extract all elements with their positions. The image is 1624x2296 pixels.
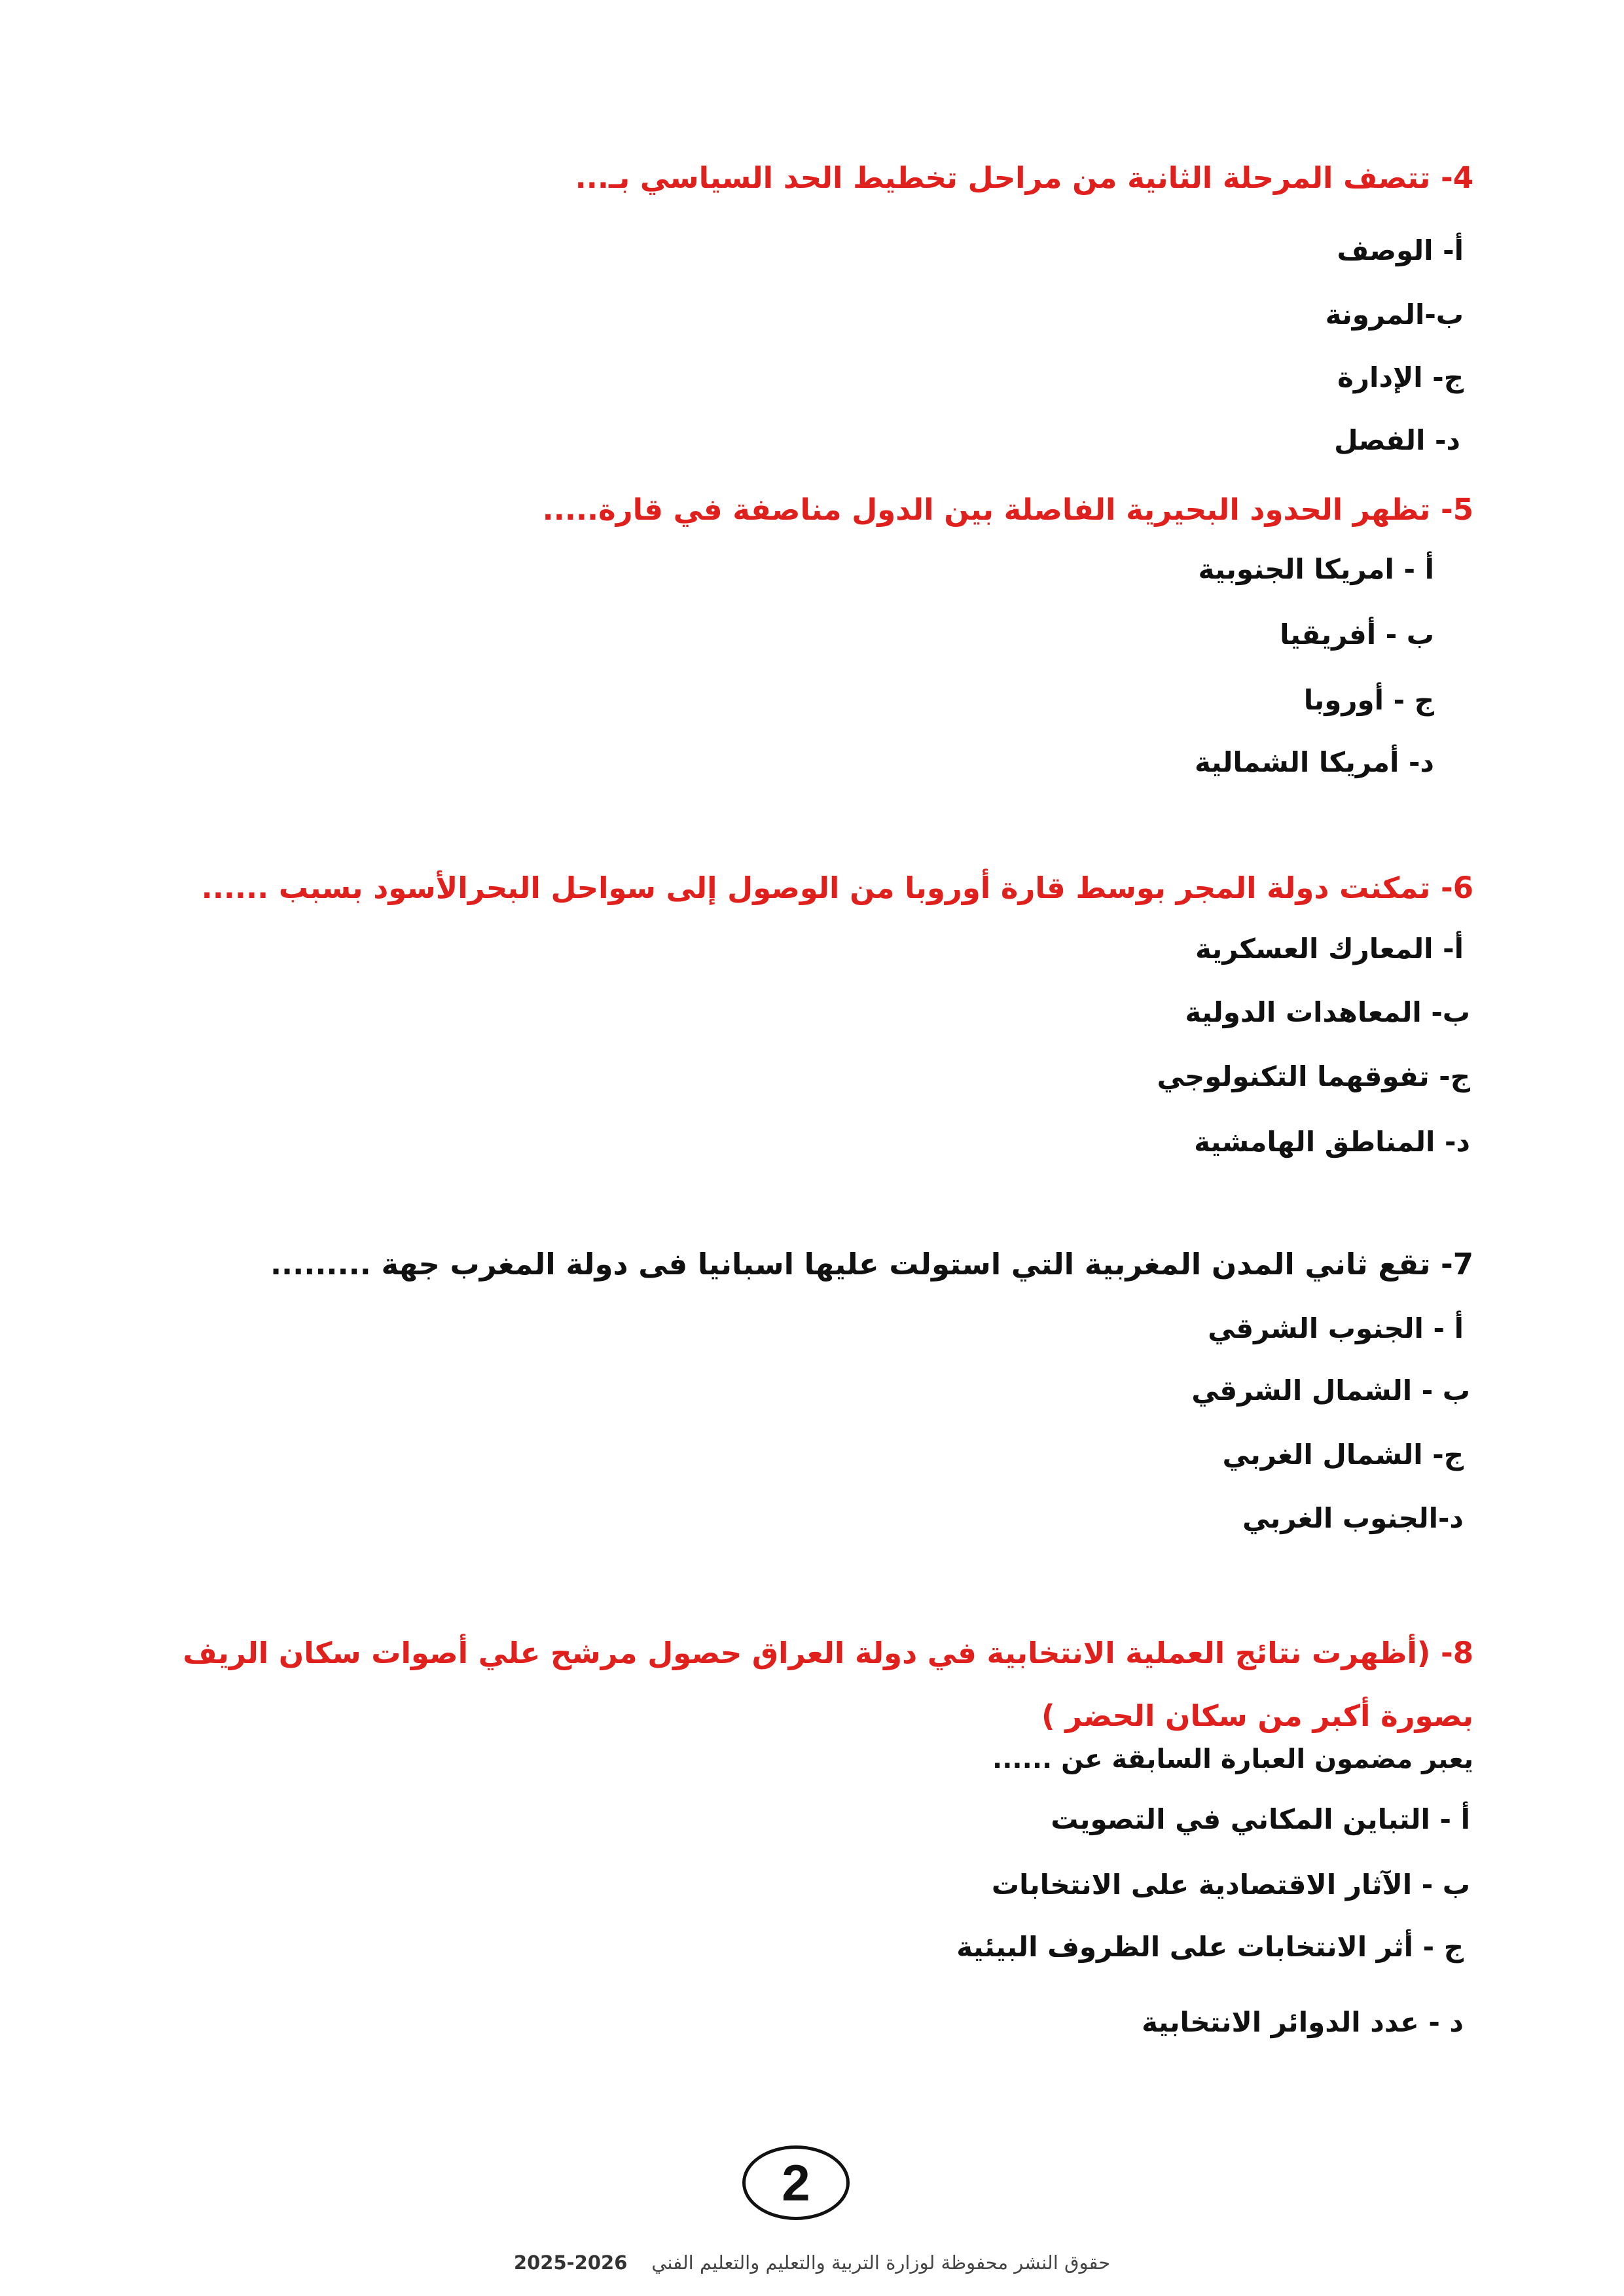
question-6-option-b: ب- المعاهدات الدولية [1185,996,1470,1028]
question-8-option-d: د - عدد الدوائر الانتخابية [1142,2006,1464,2038]
question-8-option-b: ب - الآثار الاقتصادية على الانتخابات [991,1869,1470,1901]
question-7-option-b: ب - الشمال الشرقي [1191,1374,1470,1407]
question-8-option-c: ج - أثر الانتخابات على الظروف البيئية [956,1931,1464,1963]
copyright-text: حقوق النشر محفوظة لوزارة التربية والتعليم والتعليم الفني [651,2251,1111,2274]
question-6-option-c: ج- تفوقهما التكنولوجي [1157,1060,1470,1092]
question-4-option-a: أ- الوصف [1337,234,1464,266]
question-7-option-d: د-الجنوب الغربي [1242,1502,1464,1534]
question-4: 4- تتصف المرحلة الثانية من مراحل تخطيط الحد السياسي بـ... [575,160,1473,195]
question-4-option-c: ج- الإدارة [1337,361,1464,393]
question-7-option-c: ج- الشمال الغربي [1222,1439,1464,1471]
copyright-footer [0,2251,1624,2274]
question-8: 8- (أظهرت نتائج العملية الانتخابية في دولة العراق حصول مرشح علي أصوات سكان الريف بصورة أكبر من سكان الحضر ) [183,1636,1473,1733]
question-5-option-c: ج - أوروبا [1303,684,1434,716]
question-6-option-a: أ- المعارك العسكرية [1195,933,1464,965]
question-8-stem: يعبر مضمون العبارة السابقة عن ...... [992,1744,1473,1774]
question-6-option-d: د- المناطق الهامشية [1194,1126,1470,1158]
question-7-option-a: أ - الجنوب الشرقي [1208,1312,1464,1344]
question-4-option-b: ب-المرونة [1325,298,1464,331]
question-5: 5- تظهر الحدود البحيرية الفاصلة بين الدول مناصفة في قارة..... [542,492,1473,527]
question-6: 6- تمكنت دولة المجر بوسط قارة أوروبا من الوصول إلى سواحل البحرالأسود بسبب ...... [201,870,1473,905]
question-5-option-a: أ - امريكا الجنوبية [1198,553,1434,585]
question-7: 7- تقع ثاني المدن المغربية التي استولت عليها اسبانيا فى دولة المغرب جهة ......... [270,1247,1473,1282]
question-8-option-a: أ - التباين المكاني في التصويت [1051,1803,1470,1835]
question-4-option-d: د- الفصل [1334,424,1460,456]
question-5-option-b: ب - أفريقيا [1280,619,1434,651]
copyright-year: 2025-2026 [513,2251,628,2274]
page-number: 2 [742,2145,850,2220]
question-5-option-d: د- أمريكا الشمالية [1195,746,1434,778]
